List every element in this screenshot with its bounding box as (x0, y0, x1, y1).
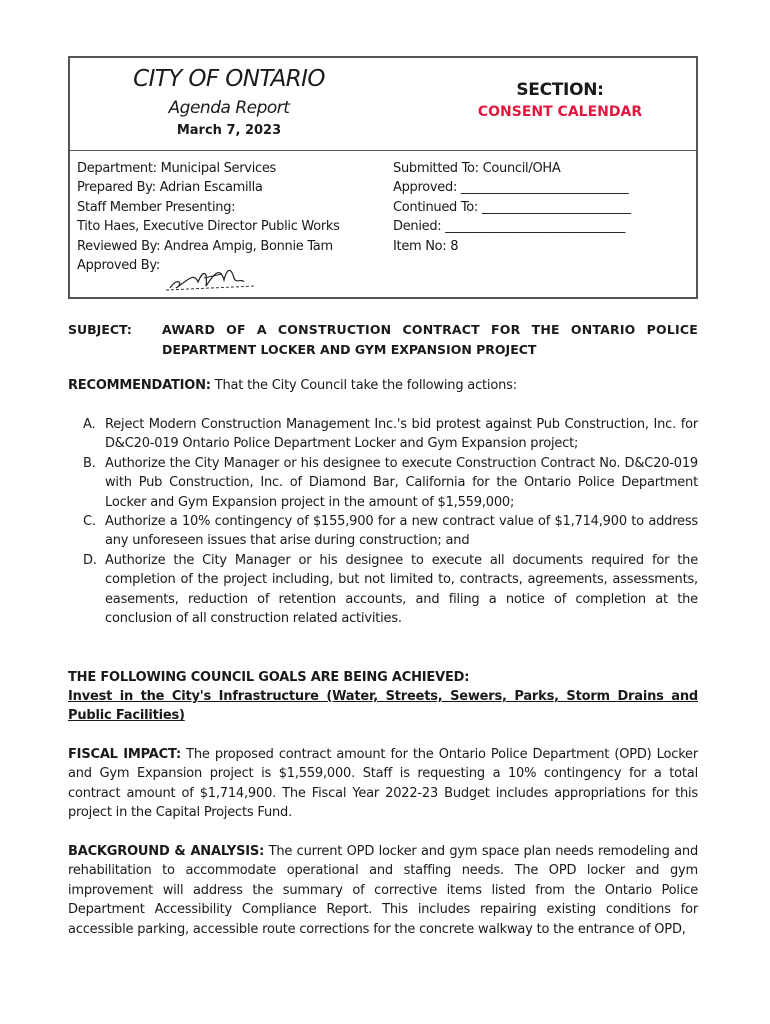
staff-presenting-name: Tito Haes, Executive Director Public Works (77, 219, 340, 235)
list-item-letter: B. (83, 455, 96, 471)
list-item-letter: A. (83, 417, 96, 432)
recommendation-intro-text: That the City Council take the following actions: (214, 378, 517, 393)
header-top-section (70, 58, 696, 150)
report-date: March 7, 2023 (176, 123, 282, 138)
list-item-text: Authorize the City Manager or his designee to execute all documents required for the completion of the project including, but not limited to, contracts, agreements, assessments, easements, reduction of retention accounts, and filing a notice of completion at the conclusion of all construction related activities. (105, 552, 698, 627)
list-item (83, 512, 698, 551)
city-title: CITY OF ONTARIO (133, 66, 325, 92)
staff-presenting-label: Staff Member Presenting: (77, 199, 236, 215)
background-analysis-text: The current OPD locker and gym space plan needs remodeling and rehabilitation to accommodate operational and staffing needs. The OPD locker and gym improvement will address the summary of corrective items listed from the Ontario Police Department Accessibility Compliance Report. This includes repairing existing conditions for accessible parking, accessible route corrections for the concrete walkway to the entrance of OPD, (68, 844, 699, 937)
recommendation-label: RECOMMENDATION: (68, 378, 211, 393)
list-item-text: Reject Modern Construction Management Inc.'s bid protest against Pub Construction, Inc. for D&C20-019 Ontario Police Department Locker and Gym Expansion project; (105, 417, 698, 452)
recommendation-intro (68, 376, 698, 395)
prepared-by-line: Prepared By: Adrian Escamilla (77, 180, 263, 196)
submitted-to-line: Submitted To: Council/OHA (393, 161, 561, 176)
list-item-text: Authorize the City Manager or his designee to execute Construction Contract No. D&C20-019 with Pub Construction, Inc. of Diamond Bar, California for the Ontario Police Department Locker and Gym Expansion project in the amount of $1,559,000; (105, 455, 698, 510)
fiscal-impact-label: FISCAL IMPACT: (68, 747, 181, 762)
reviewed-by-line: Reviewed By: Andrea Ampig, Bonnie Tam (77, 238, 333, 254)
council-goals-heading: THE FOLLOWING COUNCIL GOALS ARE BEING ACHIEVED: (68, 670, 470, 685)
approved-line: Approved: ___________________________ (393, 180, 629, 196)
list-item (83, 454, 698, 512)
section-value: CONSENT CALENDAR (477, 104, 643, 120)
fiscal-impact-text: The proposed contract amount for the Ontario Police Department (OPD) Locker and Gym Expansion project is $1,559,000. Staff is requesting a 10% contingency for a total contract amount of $1,714,900. The Fiscal Year 2022-23 Budget includes appropriations for this project in the Capital Projects Fund. (68, 747, 699, 821)
approved-by-line: Approved By: (77, 258, 160, 274)
department-line: Department: Municipal Services (77, 161, 277, 176)
section-label: SECTION: (516, 80, 604, 100)
fiscal-impact-paragraph (68, 745, 698, 823)
list-item-letter: D. (83, 552, 97, 568)
header-status-info (393, 159, 693, 256)
subject-label: SUBJECT: (68, 322, 132, 337)
item-number-line: Item No: 8 (393, 238, 459, 254)
subject-line-2: DEPARTMENT LOCKER AND GYM EXPANSION PROJECT (162, 342, 537, 357)
council-goal-item: Invest in the City's Infrastructure (Water, Streets, Sewers, Parks, Storm Drains and Public Facilities) (68, 689, 698, 724)
list-item-text: Authorize a 10% contingency of $155,900 for a new contract value of $1,714,900 to address any unforeseen issues that arise during construction; and (105, 514, 698, 549)
subject-line-1: AWARD OF A CONSTRUCTION CONTRACT FOR THE ONTARIO POLICE (162, 322, 698, 337)
approval-signature (164, 258, 260, 294)
continued-to-line: Continued To: ________________________ (393, 199, 631, 215)
recommendation-list (83, 415, 698, 628)
list-item-letter: C. (83, 514, 96, 530)
agenda-report-subtitle: Agenda Report (168, 98, 290, 118)
list-item (83, 551, 698, 629)
background-analysis-label: BACKGROUND & ANALYSIS: (68, 844, 265, 859)
background-analysis-paragraph (68, 842, 698, 939)
report-header-box (68, 56, 698, 299)
header-divider (70, 150, 696, 151)
denied-line: Denied: _____________________________ (393, 219, 626, 235)
list-item (83, 415, 698, 454)
